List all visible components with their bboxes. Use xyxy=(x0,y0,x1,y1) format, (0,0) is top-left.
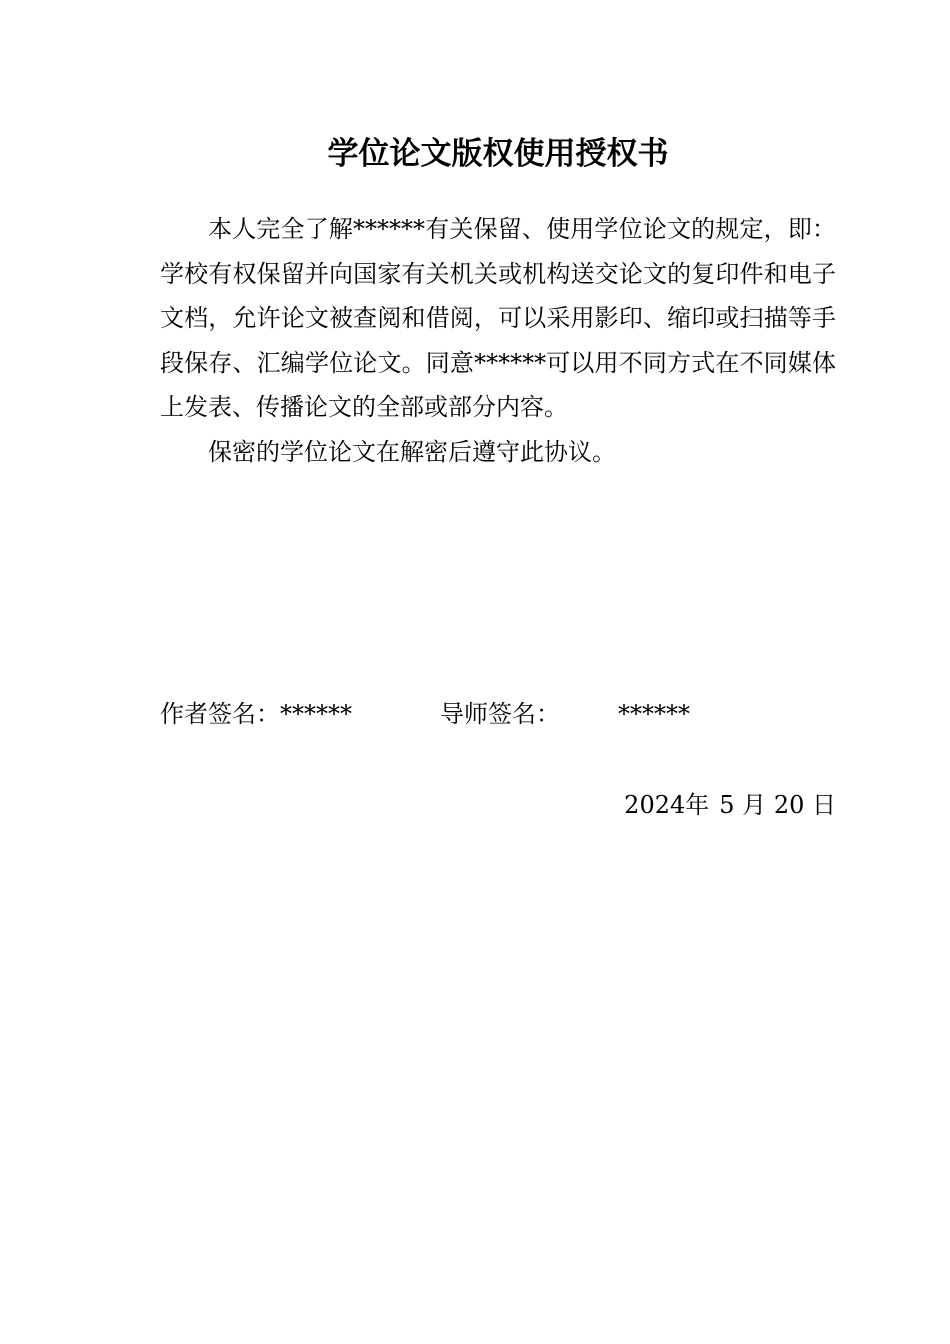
authorization-paragraph: 本人完全了解******有关保留、使用学位论文的规定，即：学校有权保留并向国家有关机关或机构送交论文的复印件和电子文档，允许论文被查阅和借阅，可以采用影印、缩印或扫描等手段保存、汇编学位论文。同意******可以用不同方式在不同媒体上发表、传播论文的全部或部分内容。 xyxy=(160,215,836,421)
date-month: 5 xyxy=(719,791,735,819)
author-signature xyxy=(160,696,352,732)
date-year-unit: 年 xyxy=(685,791,710,819)
confidential-paragraph: 保密的学位论文在解密后遵守此协议。 xyxy=(208,437,616,466)
page-title: 学位论文版权使用授权书 xyxy=(327,136,669,172)
date-day-unit: 日 xyxy=(812,791,836,819)
author-signature-value: ****** xyxy=(280,700,352,728)
author-signature-label: 作者签名： xyxy=(160,700,280,728)
supervisor-signature-label: 导师签名： xyxy=(440,700,560,728)
signature-line xyxy=(160,696,836,732)
date-month-unit: 月 xyxy=(742,791,767,819)
document-body xyxy=(160,207,836,474)
date-year: 2024 xyxy=(624,791,686,819)
supervisor-signature-value: ****** xyxy=(618,700,690,728)
date-day: 20 xyxy=(773,791,805,819)
signing-date xyxy=(160,787,836,823)
